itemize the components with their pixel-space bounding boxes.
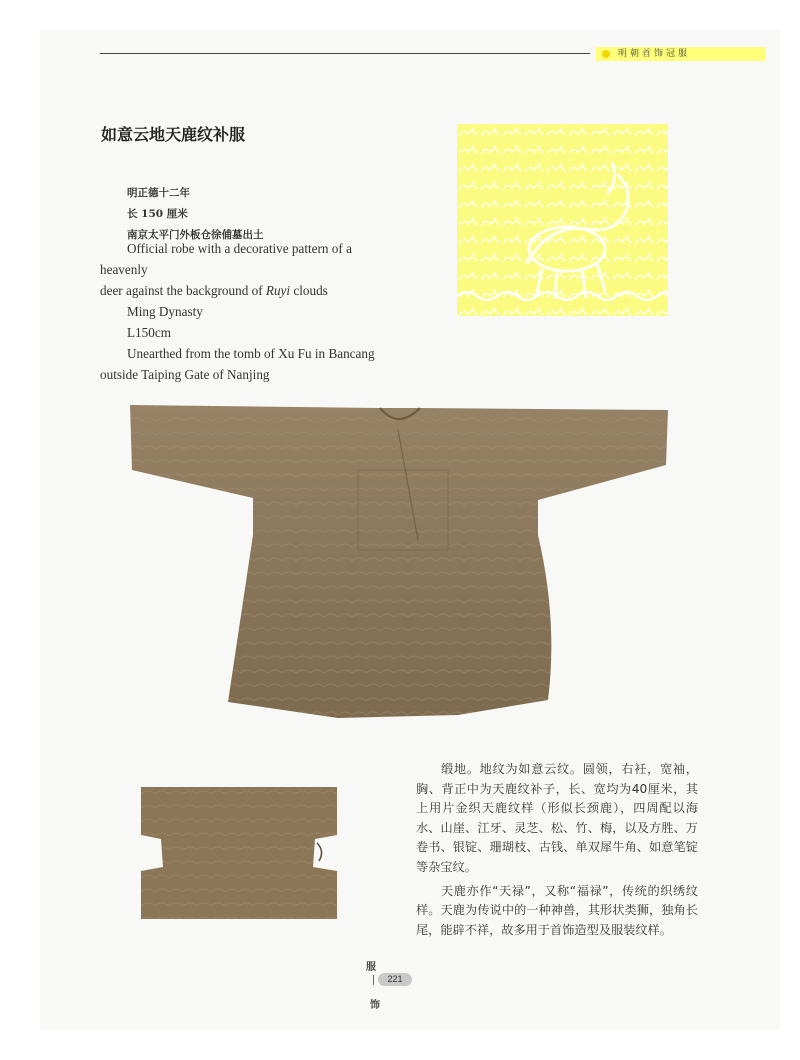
ruyi-term: Ruyi <box>265 283 291 298</box>
deer-badge-pattern-image <box>457 124 668 316</box>
description-en-line1: Official robe with a decorative pattern of a heavenly <box>100 241 352 277</box>
page-number: 221 <box>378 973 412 986</box>
body-text-zh <box>416 760 698 944</box>
description-en-line2 <box>100 280 400 301</box>
artifact-title: 如意云地天鹿纹补服 <box>101 125 246 144</box>
dynasty-en: Ming Dynasty <box>127 304 203 319</box>
provenance-en-line2: outside Taiping Gate of Nanjing <box>100 367 270 382</box>
artifact-description-en <box>100 238 400 385</box>
body-paragraph: 天鹿亦作“天禄”，又称“福禄”，传统的织绣纹样。天鹿为传说中的一种神兽，其形状类狮，独角长尾，能辟不祥，故多用于首饰造型及服装纹样。 <box>416 883 698 937</box>
length-en: L150cm <box>127 325 171 340</box>
section-title: 明朝首饰冠服 <box>596 47 766 61</box>
provenance-en-line1: Unearthed from the tomb of Xu Fu in Bancang <box>127 346 375 361</box>
section-dot-icon <box>602 50 610 58</box>
header-rule <box>100 53 590 54</box>
robe-photo <box>128 400 670 720</box>
folio-char-top: 服 <box>366 962 376 973</box>
robe-detail-photo <box>141 787 337 919</box>
date-zh: 明正德十二年 <box>127 187 190 199</box>
body-paragraph: 缎地。地纹为如意云纹。圆领，右衽，宽袖，胸、背正中为天鹿纹补子，长、宽均为40厘米，其上用片金织天鹿纹样（形似长颈鹿），四周配以海水、山崖、江牙、灵芝、松、竹、梅，以及方胜、万卷书、银锭、珊瑚枝、古钱、单双犀牛角、如意笔锭等杂宝纹。 <box>416 762 698 874</box>
folio-char-bottom: 饰 <box>370 1000 380 1011</box>
artifact-meta-zh <box>127 183 264 246</box>
description-en-part: deer against the background of <box>100 283 266 298</box>
length-zh: 长 150 厘米 <box>127 208 188 220</box>
folio-divider <box>373 975 374 985</box>
description-en-part: clouds <box>290 283 328 298</box>
provenance-zh: 南京太平门外板仓徐俌墓出土 <box>127 229 264 241</box>
